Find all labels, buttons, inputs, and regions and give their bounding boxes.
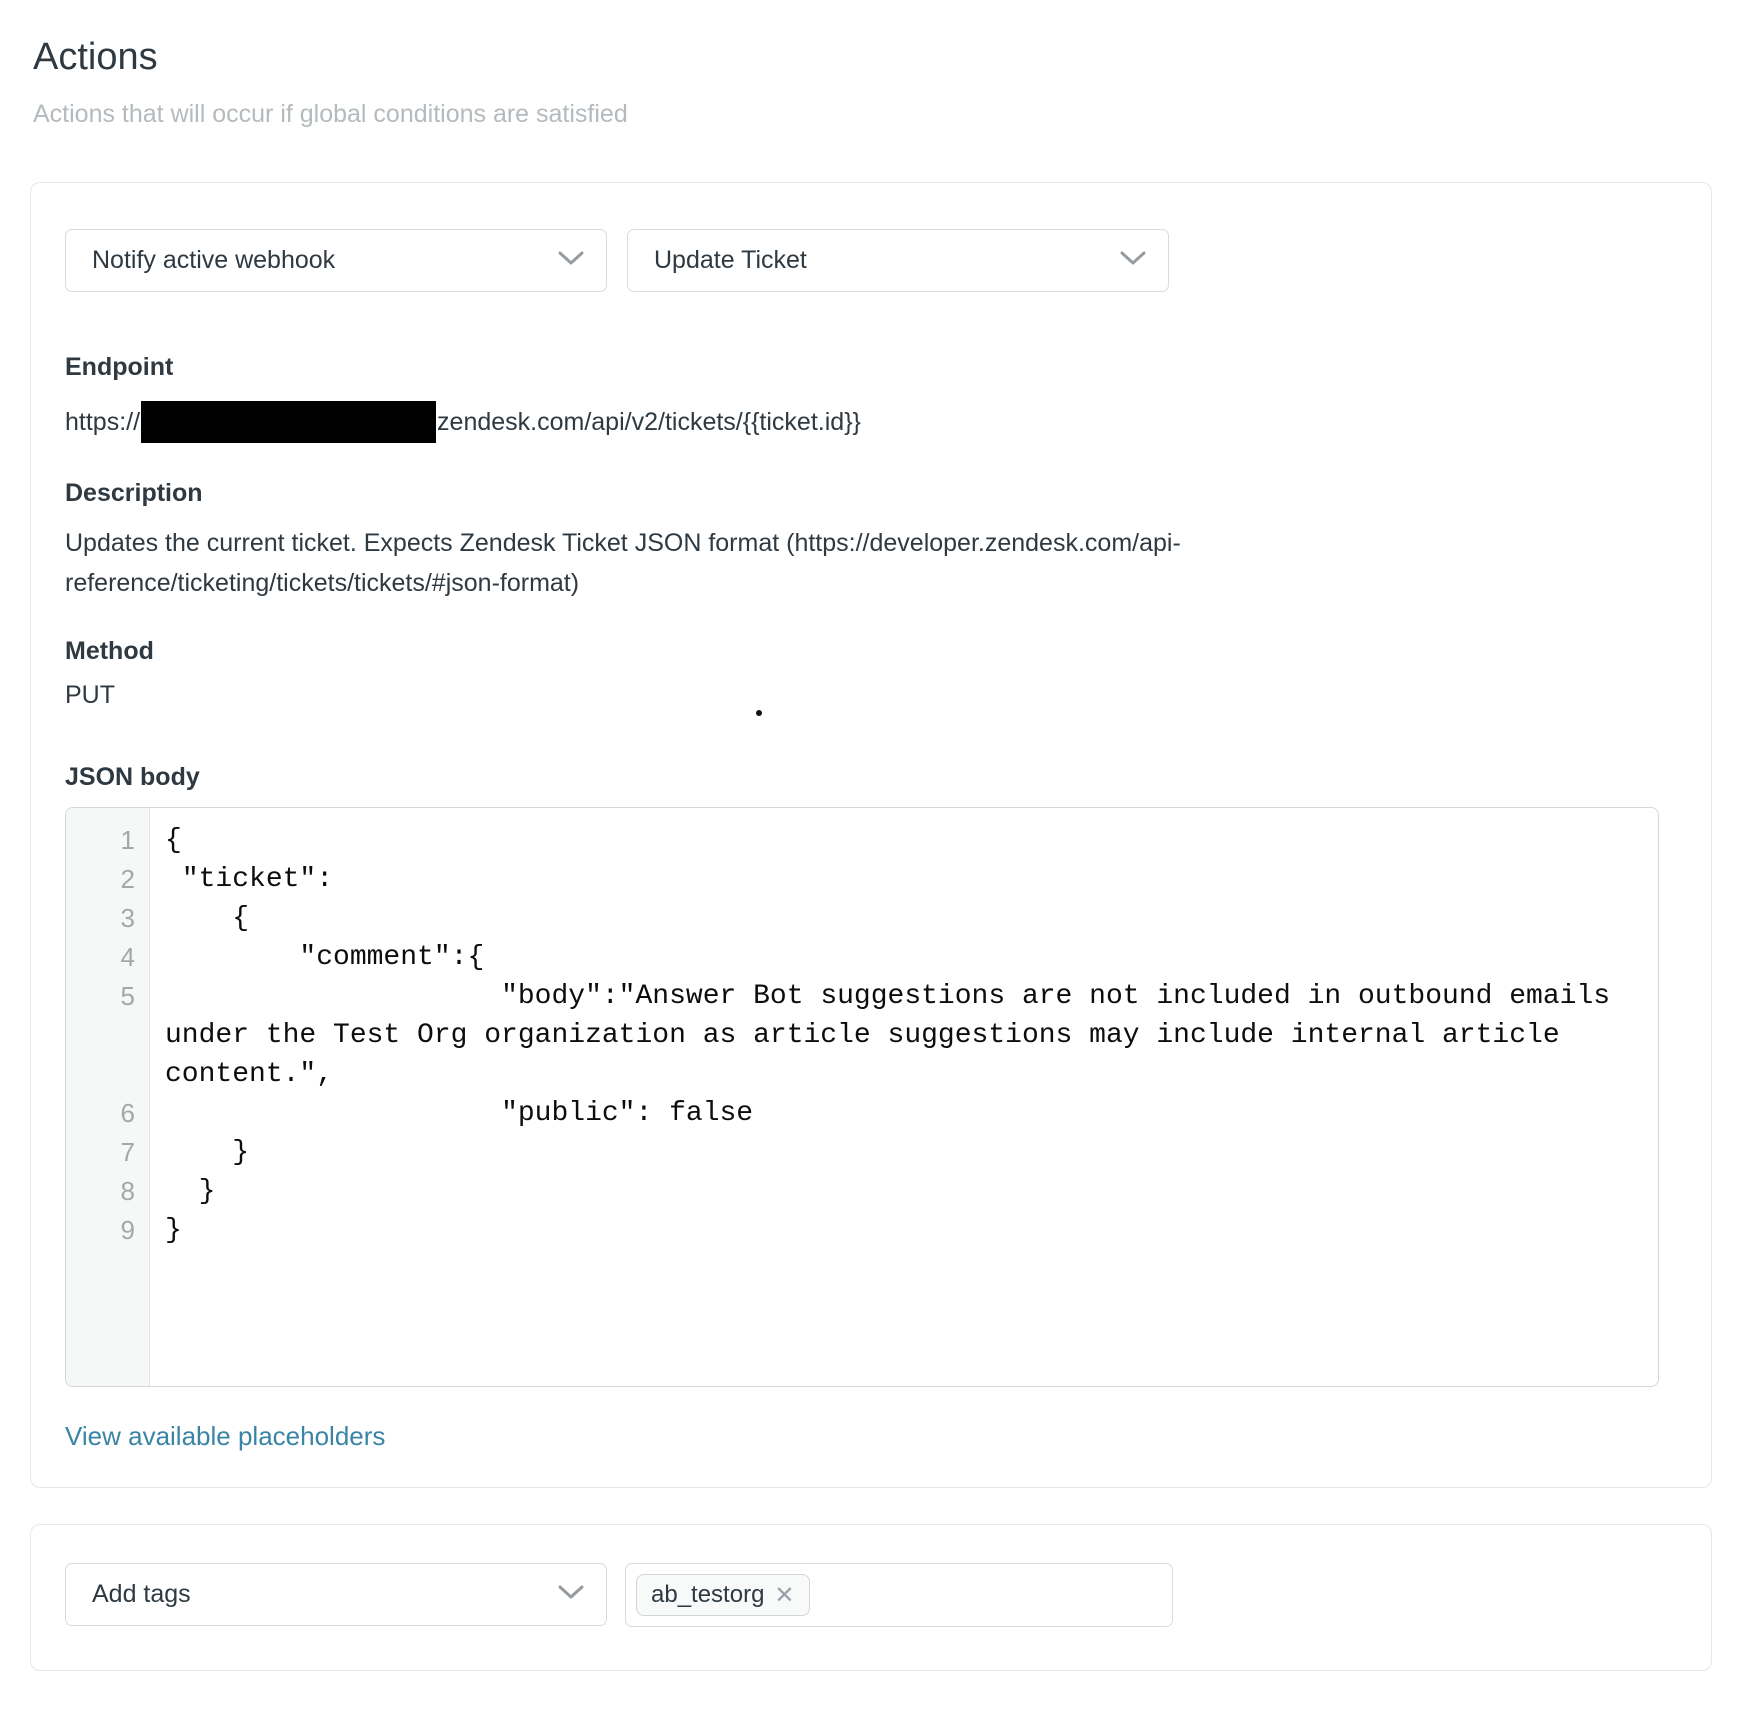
page-subtitle: Actions that will occur if global conditions are satisfied <box>33 100 628 128</box>
tags-input-field[interactable] <box>625 1563 1173 1627</box>
endpoint-url-prefix: https:// <box>65 407 141 436</box>
remove-tag-icon[interactable]: ✕ <box>774 1581 795 1609</box>
webhook-target-select[interactable] <box>627 229 1169 292</box>
code-line <box>66 1211 1658 1250</box>
endpoint-url <box>65 399 861 445</box>
code-text: } <box>165 1215 182 1246</box>
method-label: Method <box>65 637 154 665</box>
code-line <box>66 938 1658 977</box>
webhook-target-value: Update Ticket <box>654 246 807 274</box>
code-text: "comment":{ <box>165 942 485 973</box>
tag-action-select[interactable] <box>65 1563 607 1626</box>
chevron-down-icon <box>558 251 584 271</box>
code-text: { <box>165 903 250 934</box>
code-text: { <box>165 825 182 856</box>
endpoint-label: Endpoint <box>65 353 174 381</box>
code-line <box>66 1133 1658 1172</box>
code-text: } <box>165 1176 216 1207</box>
line-number: 8 <box>120 1176 135 1206</box>
chevron-down-icon <box>558 1585 584 1605</box>
view-placeholders-link[interactable]: View available placeholders <box>65 1421 386 1451</box>
line-number: 5 <box>120 981 135 1011</box>
editor-content[interactable] <box>66 808 1658 1250</box>
page-title: Actions <box>33 36 158 78</box>
code-line <box>66 1172 1658 1211</box>
code-text: } <box>165 1137 250 1168</box>
line-number: 2 <box>120 864 135 894</box>
tag-action-value: Add tags <box>92 1580 191 1608</box>
line-number: 4 <box>120 942 135 972</box>
description-label: Description <box>65 479 203 507</box>
line-number: 6 <box>120 1098 135 1128</box>
code-text: "ticket": <box>165 864 334 895</box>
code-text: "body":"Answer Bot suggestions are not included in outbound emails under the Test Org organization as article suggestions may include internal article content.", <box>165 981 1627 1090</box>
line-number: 9 <box>120 1215 135 1245</box>
action-type-value: Notify active webhook <box>92 246 336 274</box>
webhook-action-card <box>30 182 1712 1488</box>
method-value: PUT <box>65 681 115 709</box>
line-number: 1 <box>120 825 135 855</box>
code-line <box>66 899 1658 938</box>
stray-dot-artifact <box>756 710 762 716</box>
json-body-label: JSON body <box>65 763 200 791</box>
code-line <box>66 821 1658 860</box>
code-line <box>66 977 1658 1094</box>
redacted-subdomain-box <box>141 401 436 443</box>
description-text: Updates the current ticket. Expects Zendesk Ticket JSON format (https://developer.zendesk.com/api-reference/ticketing/tickets/tickets/#json-format) <box>65 529 1181 597</box>
json-body-editor[interactable] <box>65 807 1659 1387</box>
code-line <box>66 1094 1658 1133</box>
code-text: "public": false <box>165 1098 754 1129</box>
add-tags-card <box>30 1524 1712 1671</box>
tag-pill <box>636 1574 810 1616</box>
line-number: 3 <box>120 903 135 933</box>
tag-label: ab_testorg <box>651 1581 765 1608</box>
chevron-down-icon <box>1120 251 1146 271</box>
line-number: 7 <box>120 1137 135 1167</box>
endpoint-url-suffix: zendesk.com/api/v2/tickets/{{ticket.id}} <box>437 407 861 436</box>
action-type-select[interactable] <box>65 229 607 292</box>
code-line <box>66 860 1658 899</box>
